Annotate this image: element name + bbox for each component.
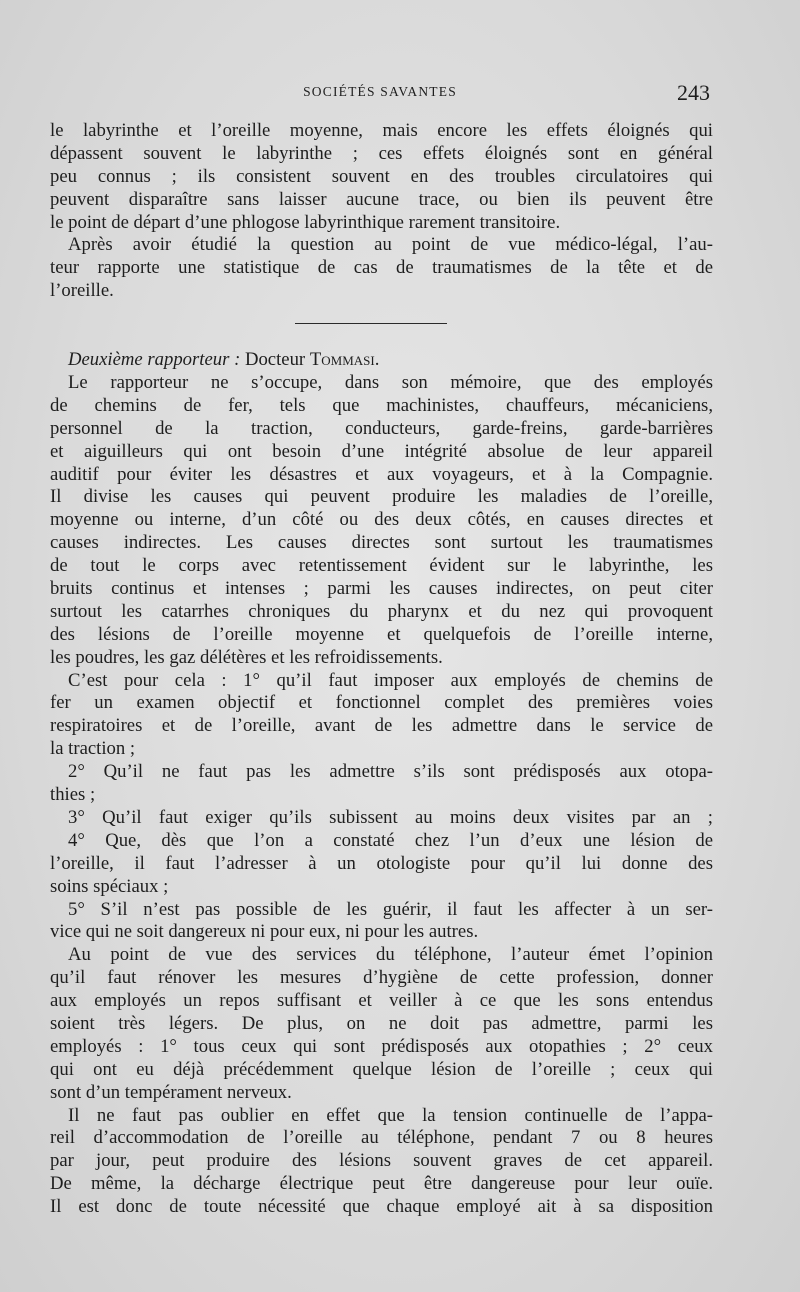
text-line: auditif pour éviter les désastres et aux voyageurs, et à la Compagnie.	[50, 463, 713, 485]
text-line: bruits continus et intenses ; parmi les causes indirectes, on peut citer	[50, 578, 713, 600]
list-item-line: thies ;	[50, 784, 96, 806]
text-line: et aiguilleurs qui ont besoin d’une intégrité absolue de leur appareil	[50, 440, 713, 462]
list-item-line: vice qui ne soit dangereux ni pour eux, ni pour les autres.	[50, 921, 479, 943]
text-line: Il est donc de toute nécessité que chaque employé ait à sa disposition	[50, 1196, 713, 1218]
page-number: 243	[677, 80, 710, 105]
text-line: dépassent souvent le labyrinthe ; ces effets éloignés sont en général	[50, 142, 713, 164]
text-line: surtout les catarrhes chroniques du pharynx et du nez qui provoquent	[50, 600, 713, 622]
text-line: C’est pour cela : 1° qu’il faut imposer aux employés de chemins de	[68, 669, 713, 691]
text-line: peuvent disparaître sans laisser aucune trace, ou bien ils peuvent être	[50, 188, 713, 210]
text-line: l’oreille.	[50, 280, 114, 302]
list-item-line: 4° Que, dès que l’on a constaté chez l’un d’eux une lésion de	[68, 829, 713, 851]
list-item-line: soins spéciaux ;	[50, 875, 169, 897]
text-line: le labyrinthe et l’oreille moyenne, mais encore les effets éloignés qui	[50, 120, 713, 141]
list-item-line: 3° Qu’il faut exiger qu’ils subissent au moins deux visites par an ;	[68, 806, 713, 828]
text-line: reil d’accommodation de l’oreille au téléphone, pendant 7 ou 8 heures	[50, 1127, 713, 1149]
text-line: teur rapporte une statistique de cas de traumatismes de la tête et de	[50, 257, 713, 279]
rapporteur-label: Deuxième rapporteur :	[68, 349, 241, 371]
doctor-name: Tommasi.	[309, 349, 380, 371]
body-text	[50, 120, 713, 1219]
text-line: Au point de vue des services du téléphone, l’auteur émet l’opinion	[68, 944, 713, 966]
list-item-line: l’oreille, il faut l’adresser à un otologiste pour qu’il lui donne des	[50, 852, 713, 874]
text-line: qu’il faut rénover les mesures d’hygiène de cette profession, donner	[50, 967, 713, 989]
text-line: la traction ;	[50, 738, 136, 760]
text-line: aux employés un repos suffisant et veiller à ce que les sons entendus	[50, 990, 713, 1012]
section-heading	[50, 349, 713, 372]
text-line: de chemins de fer, tels que machinistes, chauffeurs, mécaniciens,	[50, 394, 713, 416]
text-line: qui ont eu déjà précédemment quelque lésion de l’oreille ; ceux qui	[50, 1058, 713, 1080]
text-line: fer un examen objectif et fonctionnel complet des premières voies	[50, 692, 713, 714]
text-line: personnel de la traction, conducteurs, garde-freins, garde-barrières	[50, 417, 713, 439]
text-line: moyenne ou interne, d’un côté ou des deux côtés, en causes directes et	[50, 509, 713, 531]
text-line: causes indirectes. Les causes directes sont surtout les traumatismes	[50, 532, 713, 554]
text-line: respiratoires et de l’oreille, avant de les admettre dans le service de	[50, 715, 713, 737]
list-item-line: 2° Qu’il ne faut pas les admettre s’ils sont prédisposés aux otopa-	[68, 761, 713, 783]
text-line: sont d’un tempérament nerveux.	[50, 1081, 292, 1103]
text-line: Après avoir étudié la question au point de vue médico-légal, l’au-	[68, 234, 713, 256]
text-line: de tout le corps avec retentissement évident sur le labyrinthe, les	[50, 555, 713, 577]
text-line: par jour, peut produire des lésions souvent graves de cet appareil.	[50, 1150, 713, 1172]
section-divider	[295, 323, 447, 324]
section-divider-area	[50, 303, 713, 349]
text-line: Le rapporteur ne s’occupe, dans son mémoire, que des employés	[68, 372, 713, 394]
text-line: Il ne faut pas oublier en effet que la tension continuelle de l’appa-	[68, 1104, 713, 1126]
text-line: De même, la décharge électrique peut être dangereuse pour leur ouïe.	[50, 1173, 713, 1195]
text-line: les poudres, les gaz délétères et les refroidissements.	[50, 646, 443, 668]
list-item-line: 5° S’il n’est pas possible de les guérir, il faut les affecter à un ser-	[68, 898, 713, 920]
doctor-prefix: Docteur	[244, 349, 306, 371]
text-line: peu connus ; ils consistent souvent en des troubles circulatoires qui	[50, 165, 713, 187]
running-title: SOCIÉTÉS SAVANTES	[303, 84, 457, 99]
page-header	[50, 82, 710, 106]
text-line: des lésions de l’oreille moyenne et quelquefois de l’oreille interne,	[50, 623, 713, 645]
text-line: le point de départ d’une phlogose labyrinthique rarement transitoire.	[50, 211, 561, 233]
text-line: soient très légers. De plus, on ne doit pas admettre, parmi les	[50, 1012, 713, 1034]
text-line: employés : 1° tous ceux qui sont prédisposés aux otopathies ; 2° ceux	[50, 1035, 713, 1057]
text-line: Il divise les causes qui peuvent produire les maladies de l’oreille,	[50, 486, 713, 508]
